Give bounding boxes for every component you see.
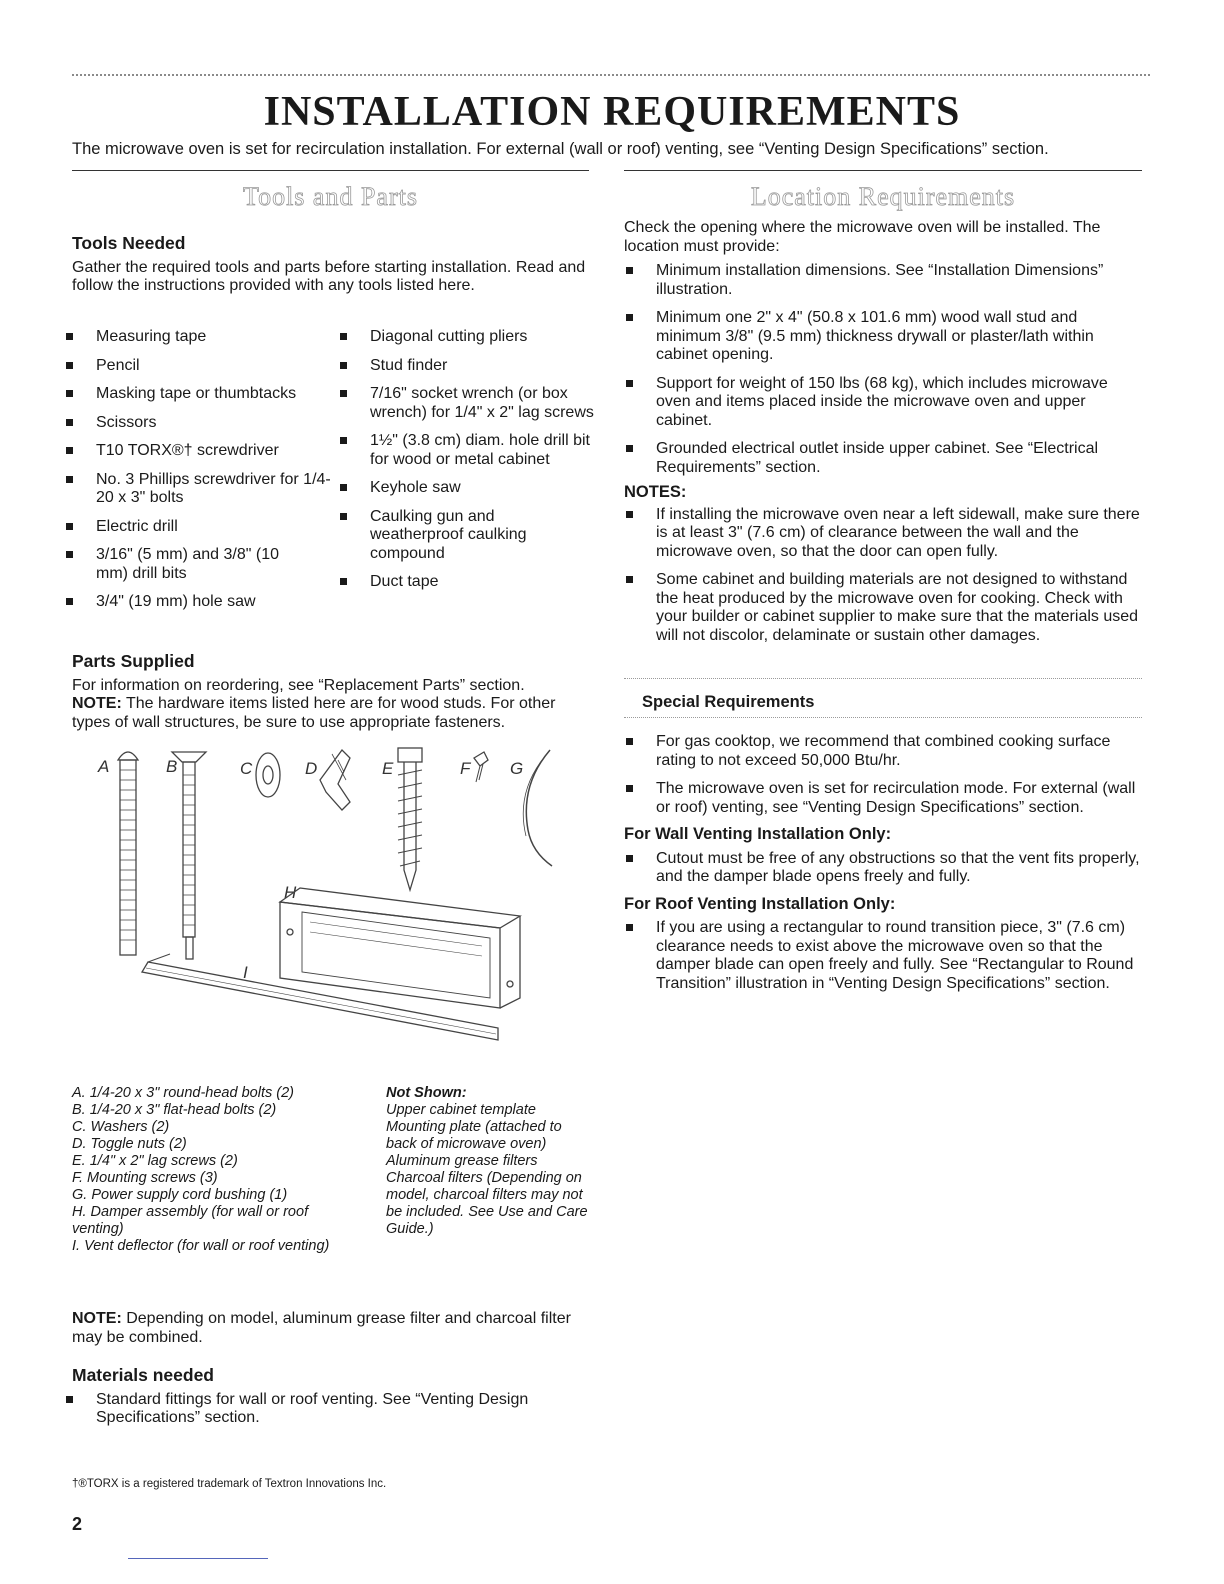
tool-item: Diagonal cutting pliers <box>338 328 600 347</box>
label-b: B <box>166 757 178 776</box>
tool-item: Measuring tape <box>64 328 334 347</box>
parts-intro: For information on reordering, see “Replacement Parts” section. <box>72 676 525 694</box>
parts-note-label: NOTE: <box>72 695 122 712</box>
toggle-nut-d <box>320 750 350 810</box>
label-e: E <box>382 759 394 778</box>
flat-head-bolt-b <box>172 752 206 959</box>
special-bottom-dotted-rule <box>624 717 1142 718</box>
provide-item: Minimum installation dimensions. See “Installation Dimensions” illustration. <box>624 262 1144 299</box>
tool-item: Keyhole saw <box>338 479 600 498</box>
filter-note-text: Depending on model, aluminum grease filter and charcoal filter may be combined. <box>72 1310 571 1346</box>
lag-screw-e <box>398 748 422 890</box>
right-column-rule <box>624 170 1142 171</box>
caption-item: F. Mounting screws (3) <box>72 1170 218 1186</box>
caption-item: A. 1/4-20 x 3" round-head bolts (2) <box>72 1085 294 1101</box>
caption-item: I. Vent deflector (for wall or roof venting) <box>72 1238 330 1254</box>
damper-assembly-h <box>280 888 520 1008</box>
tool-item: 1½" (3.8 cm) diam. hole drill bit for wood or metal cabinet <box>338 432 600 469</box>
parts-note <box>72 695 592 732</box>
tool-item: Electric drill <box>64 518 334 537</box>
filter-note-block <box>72 1310 592 1347</box>
tool-item: No. 3 Phillips screwdriver for 1/4-20 x 3" bolts <box>64 471 334 508</box>
top-dotted-rule <box>72 74 1150 76</box>
left-column-rule <box>72 170 589 171</box>
not-shown-item: Upper cabinet template <box>386 1102 536 1118</box>
tools-and-parts-section-title: Tools and Parts <box>243 182 418 211</box>
bottom-blue-rule <box>128 1558 268 1559</box>
label-i: I <box>243 963 248 982</box>
wall-venting-item: Cutout must be free of any obstructions so that the vent fits properly, and the damper blade opens freely and fully. <box>624 850 1144 887</box>
label-a: A <box>98 757 110 776</box>
caption-item: B. 1/4-20 x 3" flat-head bolts (2) <box>72 1102 277 1118</box>
washer-c <box>256 753 280 797</box>
materials-heading: Materials needed <box>72 1365 214 1385</box>
tool-item: Scissors <box>64 414 334 433</box>
note-item: If installing the microwave oven near a left sidewall, make sure there is at least 3" (7.6 cm) of clearance between the wall and the microwave oven, so that the door can open fully. <box>624 506 1144 562</box>
label-f: F <box>460 759 471 778</box>
provide-item: Grounded electrical outlet inside upper cabinet. See “Electrical Requirements” section. <box>624 440 1144 477</box>
location-block <box>624 219 1144 645</box>
not-shown-list <box>386 1085 591 1238</box>
caption-item: G. Power supply cord bushing (1) <box>72 1187 288 1203</box>
tools-needed-heading: Tools Needed <box>72 233 186 253</box>
roof-venting-heading: For Roof Venting Installation Only: <box>624 894 896 913</box>
caption-item: E. 1/4" x 2" lag screws (2) <box>72 1153 238 1169</box>
wall-venting-heading: For Wall Venting Installation Only: <box>624 825 892 843</box>
tools-intro: Gather the required tools and parts before starting installation. Read and follow the instructions provided with any tools listed here. <box>72 258 586 294</box>
tool-item: Duct tape <box>338 573 600 592</box>
note-item: Some cabinet and building materials are not designed to withstand the heat produced by the microwave oven for cooking. Check with your builder or cabinet supplier to make sure that the materials used will not discolor, delaminate or sustain other damages. <box>624 571 1144 645</box>
tool-item: Caulking gun and weatherproof caulking compound <box>338 508 600 564</box>
label-d: D <box>305 759 318 778</box>
parts-supplied-heading: Parts Supplied <box>72 651 195 671</box>
special-block <box>624 733 1144 993</box>
page-title: INSTALLATION REQUIREMENTS <box>263 89 961 135</box>
provide-item: Minimum one 2" x 4" (50.8 x 101.6 mm) wood wall stud and minimum 3/8" (9.5 mm) thickness drywall or plaster/lath within cabinet opening. <box>624 309 1144 365</box>
parts-supplied-block <box>72 652 592 732</box>
vent-deflector-i <box>142 954 498 1040</box>
not-shown-heading: Not Shown: <box>386 1085 467 1101</box>
label-c: C <box>240 759 253 778</box>
tools-list-col2 <box>338 328 600 592</box>
caption-item: H. Damper assembly (for wall or roof venting) <box>72 1204 309 1237</box>
materials-block <box>72 1366 592 1428</box>
special-top-dotted-rule <box>624 678 1142 679</box>
tool-item: T10 TORX®† screwdriver <box>64 442 334 461</box>
label-g: G <box>510 759 524 778</box>
page-number: 2 <box>72 1514 83 1534</box>
location-intro: Check the opening where the microwave oven will be installed. The location must provide: <box>624 219 1101 255</box>
location-requirements-section-title: Location Requirements <box>750 182 1016 211</box>
tool-item: 3/16" (5 mm) and 3/8" (10 mm) drill bits <box>64 546 334 583</box>
mounting-screw-f <box>474 752 488 782</box>
tool-item: 3/4" (19 mm) hole saw <box>64 593 334 612</box>
roof-venting-item: If you are using a rectangular to round transition piece, 3" (7.6 cm) clearance needs to exist above the microwave oven so that the damper blade can open freely and fully. See “Rectangular to Round Transition” illustration in “Venting Design Specifications” section. <box>624 919 1144 993</box>
tool-item: Pencil <box>64 357 334 376</box>
special-requirements-heading: Special Requirements <box>642 693 815 711</box>
tool-item: Masking tape or thumbtacks <box>64 385 334 404</box>
not-shown-item: Charcoal filters (Depending on model, charcoal filters may not be included. See Use and Care Guide.) <box>386 1170 588 1237</box>
trademark-footnote: †®TORX is a registered trademark of Textron Innovations Inc. <box>72 1478 387 1490</box>
tool-item: 7/16" socket wrench (or box wrench) for 1/4" x 2" lag screws <box>338 385 600 422</box>
provide-item: Support for weight of 150 lbs (68 kg), which includes microwave oven and items placed inside the microwave oven and upper cabinet. <box>624 375 1144 431</box>
not-shown-item: Mounting plate (attached to back of microwave oven) <box>386 1119 562 1152</box>
label-h: H <box>284 883 297 902</box>
tools-needed-block <box>72 234 592 296</box>
round-head-bolt-a <box>118 752 138 955</box>
parts-note-text: The hardware items listed here are for wood studs. For other types of wall structures, be sure to use appropriate fasteners. <box>72 695 556 731</box>
notes-heading: NOTES: <box>624 483 687 501</box>
tool-item: Stud finder <box>338 357 600 376</box>
materials-item: Standard fittings for wall or roof venting. See “Venting Design Specifications” section. <box>64 1391 592 1428</box>
special-item: The microwave oven is set for recirculation mode. For external (wall or roof) venting, see “Venting Design Specifications” section. <box>624 780 1144 817</box>
filter-note-label: NOTE: <box>72 1310 122 1327</box>
not-shown-item: Aluminum grease filters <box>386 1153 538 1169</box>
cord-bushing-g <box>523 750 552 866</box>
parts-captions <box>72 1085 362 1255</box>
tools-list-col1 <box>64 328 334 612</box>
caption-item: D. Toggle nuts (2) <box>72 1136 187 1152</box>
parts-illustration <box>80 740 600 1070</box>
caption-item: C. Washers (2) <box>72 1119 170 1135</box>
intro-text: The microwave oven is set for recirculation installation. For external (wall or roof) venting, see “Venting Design Specifications” section. <box>72 140 1049 158</box>
special-item: For gas cooktop, we recommend that combined cooking surface rating to not exceed 50,000 Btu/hr. <box>624 733 1144 770</box>
